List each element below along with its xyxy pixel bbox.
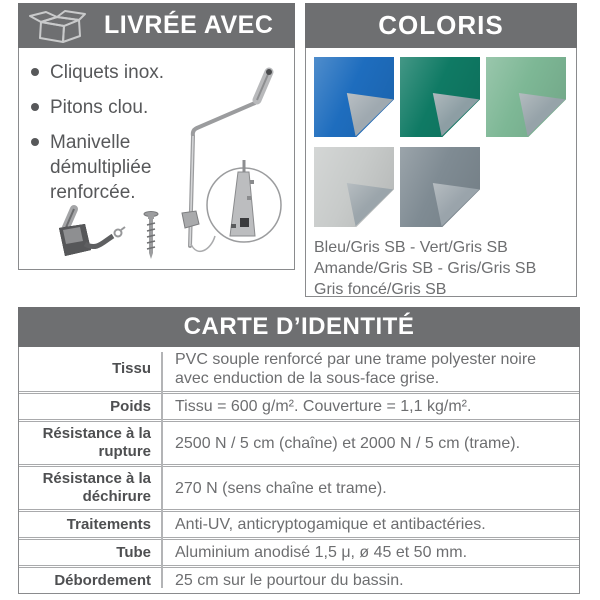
spec-value: 270 N (sens chaîne et trame). <box>175 479 387 497</box>
coloris-body <box>305 48 577 297</box>
bullet-icon <box>31 103 39 111</box>
identity-table <box>18 347 580 594</box>
spec-label: Tube <box>116 543 151 561</box>
bullet-icon <box>31 68 39 76</box>
list-item <box>31 60 294 85</box>
swatch-row-2 <box>314 147 576 227</box>
spec-value: PVC souple renforcé par une trame polyester noire avec enduction de la sous-face grise. <box>175 351 537 387</box>
spec-row-rupture <box>19 419 579 464</box>
swatch-amande <box>486 57 566 137</box>
delivered-item-pitons: Pitons clou. <box>50 97 149 118</box>
list-item <box>31 130 294 205</box>
coloris-title: COLORIS <box>378 10 504 40</box>
spec-label: Résistance à la rupture <box>42 425 151 460</box>
coloris-panel <box>305 3 577 297</box>
swatch-row-1 <box>314 57 576 137</box>
spec-value: Anti-UV, anticryptogamique et antibactéries. <box>175 516 486 533</box>
delivered-items-list <box>19 48 294 205</box>
swatch-bleu <box>314 57 394 137</box>
ratchet-image <box>59 209 125 256</box>
delivered-with-title: LIVRÉE AVEC <box>104 11 274 39</box>
delivered-item-manivelle: Manivelle démultipliée renforcée. <box>50 132 152 203</box>
caption-line: Amande/Gris SB - Gris/Gris SB <box>314 260 537 277</box>
table-column-divider <box>161 352 163 588</box>
delivered-item-cliquets: Cliquets inox. <box>50 62 165 83</box>
spec-row-dechirure <box>19 464 579 509</box>
spec-value: 2500 N / 5 cm (chaîne) et 2000 N / 5 cm (trame). <box>175 434 521 452</box>
spec-row-poids <box>19 391 579 419</box>
spec-value: Aluminium anodisé 1,5 μ, ø 45 et 50 mm. <box>175 544 468 561</box>
list-item <box>31 95 294 120</box>
caption-line: Gris foncé/Gris SB <box>314 281 447 298</box>
coloris-caption <box>314 237 576 300</box>
swatch-gris <box>314 147 394 227</box>
piton-image <box>144 212 158 260</box>
spec-label: Poids <box>110 397 151 415</box>
delivered-with-header <box>18 3 295 48</box>
swatch-gris-fonce <box>400 147 480 227</box>
spec-row-debordement <box>19 565 579 593</box>
spec-row-traitements <box>19 509 579 537</box>
coloris-header <box>305 3 577 48</box>
spec-row-tissu <box>19 347 579 391</box>
spec-label: Résistance à la déchirure <box>42 470 151 505</box>
spec-label: Tissu <box>112 360 151 377</box>
identity-card-title: CARTE D’IDENTITÉ <box>183 313 415 340</box>
spec-value: Tissu = 600 g/m². Couverture = 1,1 kg/m². <box>175 398 472 415</box>
spec-value: 25 cm sur le pourtour du bassin. <box>175 572 404 589</box>
swatch-vert <box>400 57 480 137</box>
identity-card-panel <box>18 307 580 594</box>
bullet-icon <box>31 138 39 146</box>
spec-label: Débordement <box>54 571 151 589</box>
package-box-icon <box>26 8 92 44</box>
identity-card-header <box>18 307 580 347</box>
spec-row-tube <box>19 537 579 565</box>
delivered-with-panel <box>18 3 295 270</box>
delivered-with-body <box>18 48 295 270</box>
spec-label: Traitements <box>66 515 151 533</box>
caption-line: Bleu/Gris SB - Vert/Gris SB <box>314 239 508 256</box>
